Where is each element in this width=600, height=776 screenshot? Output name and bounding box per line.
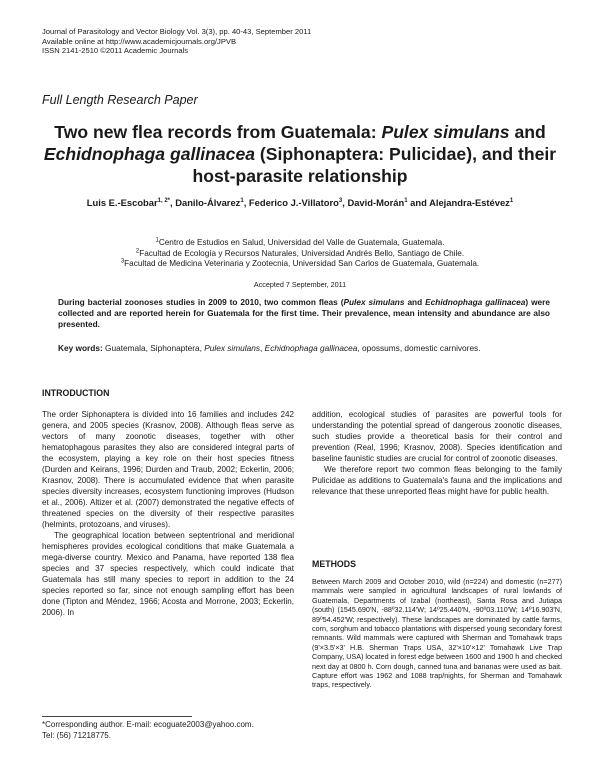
footnote-divider: [42, 716, 192, 717]
author-affil-mark: 1: [240, 197, 244, 204]
author-affil-mark: 1: [404, 197, 408, 204]
corresponding-author-email[interactable]: *Corresponding author. E-mail: ecoguate2003@yahoo.com.: [42, 720, 254, 729]
intro-paragraph: We therefore report two common fleas belonging to the family Pulicidae as additions to Guatemala's fauna and the implications and relevance that these unreported fleas might have for public health.: [312, 465, 562, 496]
introduction-heading: INTRODUCTION: [42, 388, 110, 398]
intro-paragraph: The geographical location between septentrional and meridional hemispheres provides ecological conditions that make Guatemala a mega-diverse country. Mexico and Panama, have reported 138 flea species and 37 species respectively, which could indicate that Guatemala has still many species to report in addition to the 24 species reported so far, since not enough sampling effort has been done (Tipton and Méndez, 1966; Acosta and Morrone, 2003; Eckerlin, 2006). In: [42, 531, 294, 617]
title-species-2: Echidnophaga gallinacea: [43, 144, 256, 164]
keywords: Key words: Guatemala, Siphonaptera, Pulex simulans, Echidnophaga gallinacea, opossums, domestic carnivores.: [58, 343, 481, 353]
author-name: Federico J.-Villatoro: [248, 197, 339, 208]
methods-paragraph: Between March 2009 and October 2010, wild (n=224) and domestic (n=277) mammals were sampled in agricultural landscapes of rural lowlands of Guatemala, Departments of Izabal (northeast), Santa Rosa and Jutiapa (south) (1545.690'N, -88º32.114'W; 14º25.440'N, -90º03.110'W; 14º16.903'N, 89º54.452'W; respectively). These landscapes are dominated by cattle farms, corn, sorghum and tobacco plantations with dispersed young secondary forest remnants. Wild mammals were captured with Sherman and Tomahawk traps (9'×3.5'×3' H.B. Sherman Traps USA, 32'×10'×12' Tomahawk Live Trap Company, USA) located in forest edge between 1600 and 1900 h and checked next day at 0800 h. Corn dough, canned tuna and bananas were used as bait. Capture effort was 1962 and 1088 trap/nights, for Sherman and Tomahawk traps, respectively.: [312, 577, 562, 690]
right-column: [312, 409, 562, 497]
author-affil-mark: 3: [338, 197, 343, 204]
author-affil-mark: 1: [509, 197, 514, 204]
affiliation-list: [30, 238, 570, 270]
author-affil-mark: 1, 2*: [157, 197, 170, 204]
title-species-1: Pulex simulans: [381, 122, 510, 142]
intro-paragraph: addition, ecological studies of parasites are powerful tools for understanding the potential spread of dangerous zoonotic diseases, such studies provide a theoretical basis for their control and prevention (Real, 1996; Krasnov, 2008). Species identification and baseline faunistic studies are crucial for control of zoonotic diseases.: [312, 410, 562, 463]
author-list: Luis E.-Escobar$^{1, 2*}$, Danilo-Álvarez$^1$, Federico J.-Villatoro$^3$, David-Morán$^1$ and Alejandra-Estévez$^1$: [86, 197, 514, 208]
keywords-label: Key words:: [58, 343, 103, 353]
author-name: Danilo-Álvarez: [175, 197, 241, 208]
methods-heading: METHODS: [312, 559, 356, 569]
author-name: Alejandra-Estévez: [429, 197, 510, 208]
author-name: David-Morán: [347, 197, 405, 208]
journal-online-url[interactable]: Available online at http://www.academicjournals.org/JPVB: [42, 36, 237, 46]
journal-citation: Journal of Parasitology and Vector Biology Vol. 3(3), pp. 40-43, September 2011: [42, 27, 312, 36]
abstract-species-1: Pulex simulans: [343, 297, 405, 307]
title-text-2: and: [509, 122, 546, 142]
journal-header: [42, 27, 311, 56]
journal-issn: ISSN 2141-2510 ©2011 Academic Journals: [42, 46, 189, 56]
title-text-1: Two new flea records from Guatemala:: [54, 122, 382, 142]
footnote: [42, 719, 292, 741]
affiliation-item: $^2$Facultad de Ecología y Recursos Naturales, Universidad Andrés Bello, Santiago de Chile.: [135, 247, 465, 258]
author-name: Luis E.-Escobar: [86, 197, 158, 208]
corresponding-author-phone: Tel: (56) 71218775.: [42, 731, 111, 740]
left-column: [42, 409, 294, 618]
title-text-3: (Siphonaptera: Pulicidae), and their host-parasite relationship: [192, 144, 557, 186]
abstract-species-2: Echidnophaga gallinacea: [425, 297, 526, 307]
accepted-date: Accepted 7 September, 2011: [253, 280, 347, 289]
affiliation-item: $^3$Facultad de Medicina Veterinaria y Zootecnia, Universidad San Carlos de Guatemala, Guatemala.: [120, 258, 480, 269]
intro-paragraph: The order Siphonaptera is divided into 16 families and includes 242 genera, and 2005 species (Krasnov, 2008). Although fleas serve as vectors of many zoonotic diseases, together with other hematophagous parasites they also are considered integral parts of the ecosystem, playing a key role on their host species fitness (Durden and Keirans, 1996; Durden and Traub, 2002; Eckerlin, 2006; Krasnov, 2008). There is accumulated evidence that when parasite species diversity increases, ecosystem functioning improves (Hudson et al., 2006). Altizer et al. (2007) demonstrated the negative effects of threatened species on the diversity of their respective parasites (helmints, protozoans, and viruses).: [42, 410, 294, 529]
abstract: During bacterial zoonoses studies in 2009 to 2010, two common fleas (Pulex simulans and Echidnophaga gallinacea) were collected and are reported herein for Guatemala for the first time. Their prevalence, mean intensity and abundance are also presented.: [58, 297, 550, 329]
methods-text: [312, 577, 562, 690]
affiliation-item: $^1$Centro de Estudios en Salud, Universidad del Valle de Guatemala, Guatemala.: [155, 237, 445, 247]
paper-title: [36, 121, 564, 187]
paper-type: Full Length Research Paper: [42, 93, 198, 107]
